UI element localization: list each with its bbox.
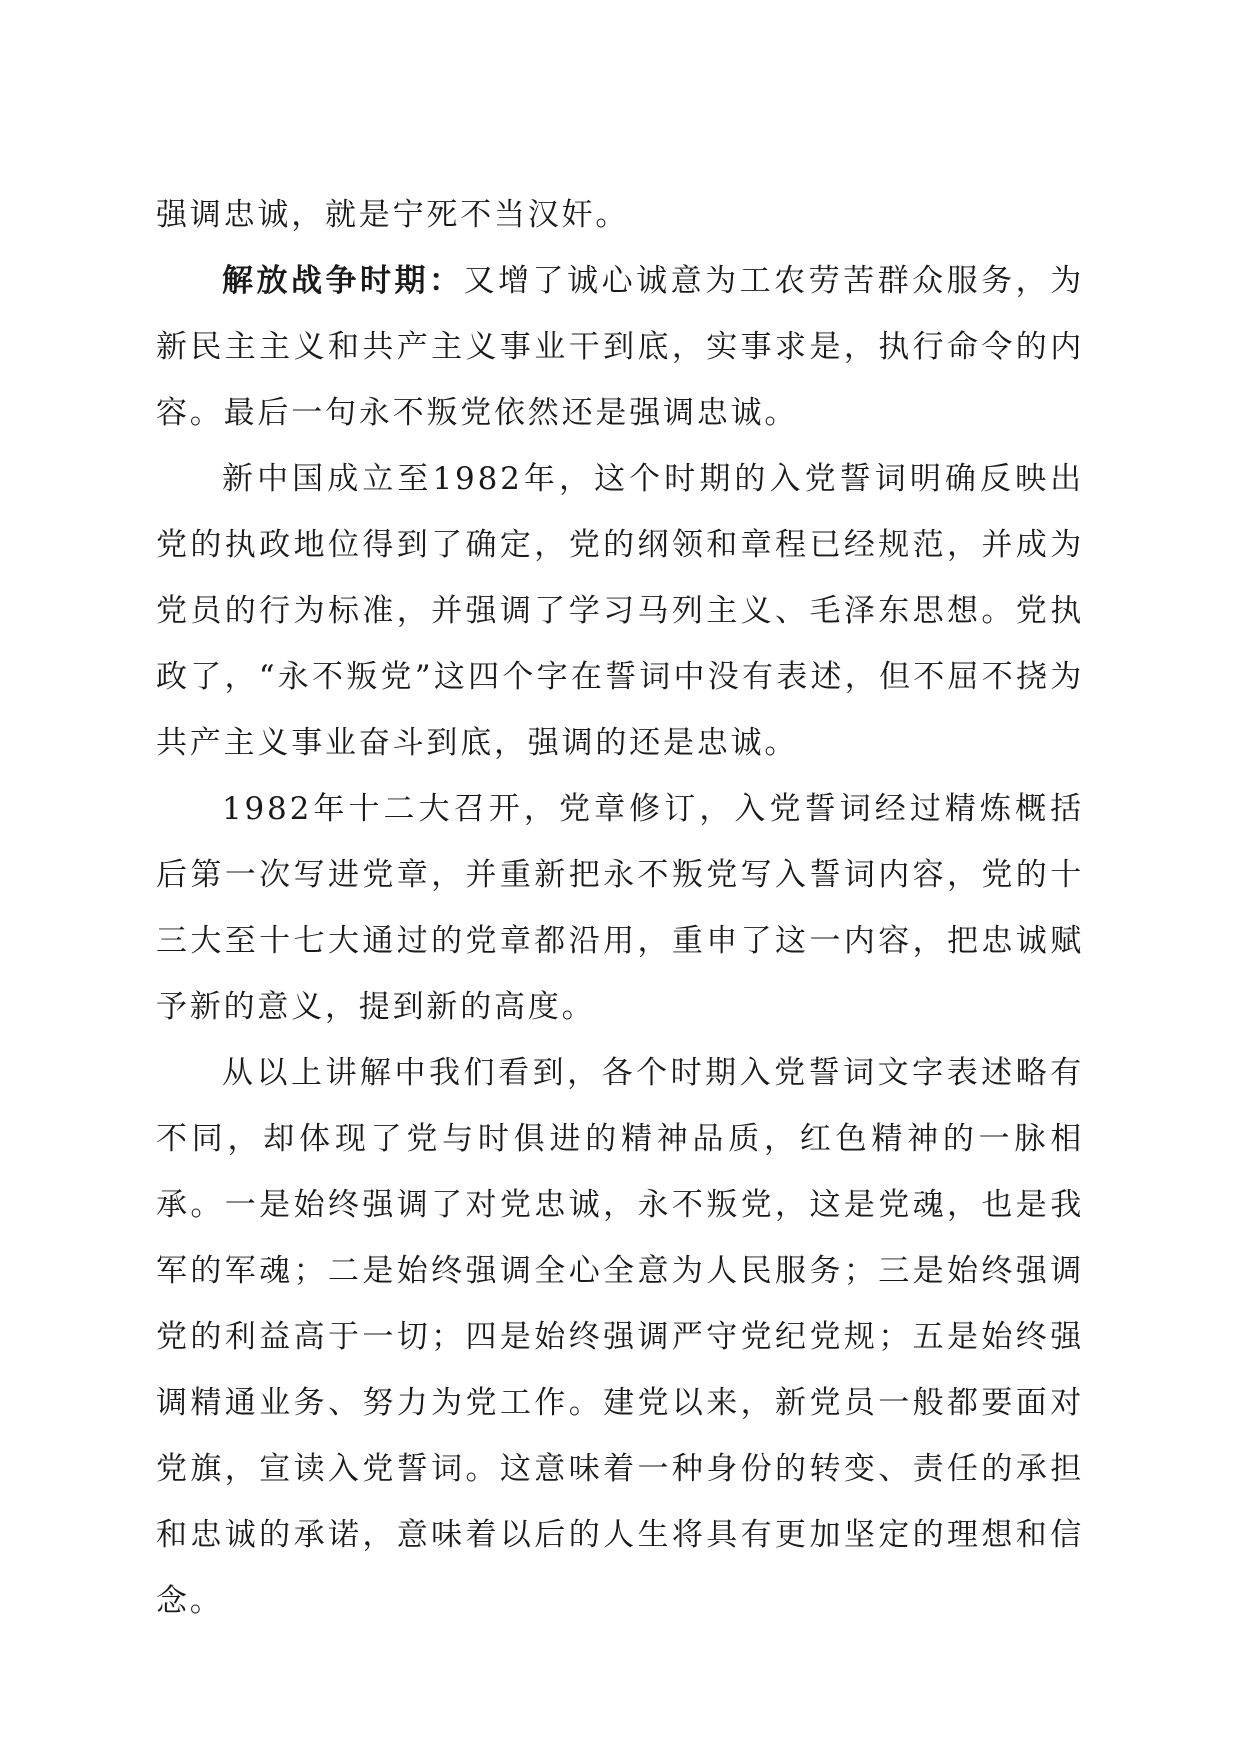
paragraph-3-text: 新中国成立至1982年，这个时期的入党誓词明确反映出党的执政地位得到了确定，党的纲领和章程已经规范，并成为党员的行为标准，并强调了学习马列主义、毛泽东思想。党执政了，“永不叛党”这四个字在誓词中没有表述，但不屈不挠为共产主义事业奋斗到底，强调的还是忠诚。 <box>156 461 1084 761</box>
paragraph-1-text: 强调忠诚，就是宁死不当汉奸。 <box>156 197 630 233</box>
paragraph-5-text: 从以上讲解中我们看到，各个时期入党誓词文字表述略有不同，却体现了党与时俱进的精神品质，红色精神的一脉相承。一是始终强调了对党忠诚，永不叛党，这是党魂，也是我军的军魂；二是始终强调全心全意为人民服务；三是始终强调党的利益高于一切；四是始终强调严守党纪党规；五是始终强调精通业务、努力为党工作。建党以来，新党员一般都要面对党旗，宣读入党誓词。这意味着一种身份的转变、责任的承担和忠诚的承诺，意味着以后的人生将具有更加坚定的理想和信念。 <box>156 1055 1084 1619</box>
body-text <box>156 182 1084 1634</box>
paragraph-5 <box>156 1040 1084 1634</box>
paragraph-2-text: 又增了诚心诚意为工农劳苦群众服务，为新民主主义和共产主义事业干到底，实事求是，执行命令的内容。最后一句永不叛党依然还是强调忠诚。 <box>156 263 1084 431</box>
paragraph-2 <box>156 248 1084 446</box>
paragraph-4-text: 1982年十二大召开，党章修订，入党誓词经过精炼概括后第一次写进党章，并重新把永不叛党写入誓词内容，党的十三大至十七大通过的党章都沿用，重申了这一内容，把忠诚赋予新的意义，提到新的高度。 <box>156 791 1084 1025</box>
paragraph-1 <box>156 182 1084 248</box>
paragraph-3 <box>156 446 1084 776</box>
paragraph-2-lead: 解放战争时期： <box>222 263 464 299</box>
paragraph-4 <box>156 776 1084 1040</box>
